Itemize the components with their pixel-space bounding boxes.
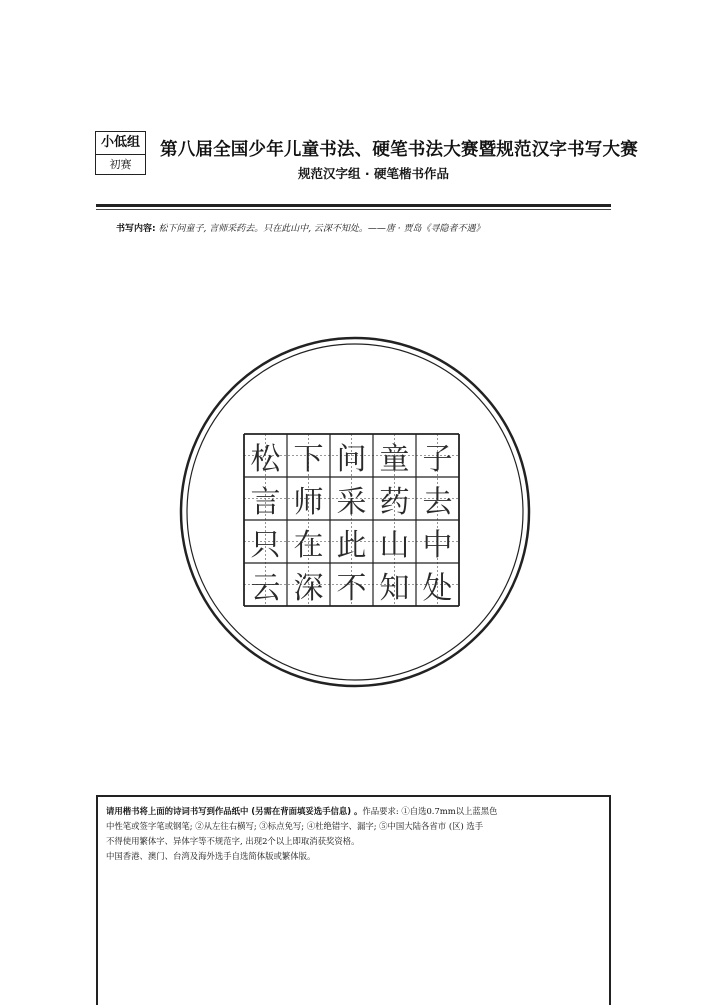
grid-character: 下 (293, 441, 324, 477)
requirements-text (106, 804, 606, 864)
requirements-line-2: 中性笔或签字笔或钢笔; ②从左往右横写; ③标点免写; ④杜绝错字、漏字; ⑤中国大陆各省市 (区) 选手 (106, 821, 484, 831)
badge-round-label: 初赛 (109, 158, 132, 171)
grid-character: 只 (250, 527, 281, 563)
grid-character: 此 (336, 527, 367, 563)
requirements-line-1 (106, 804, 606, 819)
grid-character: 云 (250, 570, 281, 606)
page-title: 第八届全国少年儿童书法、硬笔书法大赛暨规范汉字书写大赛 (160, 140, 638, 160)
grid-character: 去 (422, 484, 453, 520)
grid-character: 松 (250, 441, 281, 477)
requirements-line-3: 不得使用繁体字、异体字等不规范字, 出现2个以上即取消获奖资格。 (106, 836, 360, 846)
content-text: 松下问童子, 言师采药去。只在此山中, 云深不知处。——唐 · 贾岛《寻隐者不遇》 (158, 224, 485, 234)
grid-character: 深 (293, 570, 324, 606)
grid-character: 童 (379, 441, 410, 477)
grid-character: 知 (379, 570, 410, 606)
grid-character: 中 (422, 527, 453, 563)
requirements-instruction: 请用楷书将上面的诗词书写到作品纸中 (另需在背面填妥选手信息) 。 (106, 806, 363, 816)
badge-group-label: 小低组 (96, 132, 145, 155)
grid-character: 药 (379, 484, 410, 520)
grid-character: 师 (293, 484, 324, 520)
content-label: 书写内容: (116, 224, 156, 234)
requirements-line-4: 中国香港、澳门、台湾及海外选手自选简体版或繁体版。 (106, 851, 316, 861)
grid-character: 采 (336, 484, 367, 520)
writing-grid (244, 434, 459, 606)
grid-character: 不 (336, 570, 367, 606)
requirements-intro: 作品要求: ①自选0.7mm以上蓝黑色 (362, 806, 498, 816)
grid-character: 山 (379, 527, 410, 563)
grid-character: 言 (250, 484, 281, 520)
grid-character: 在 (293, 527, 324, 563)
subtitle-text: 规范汉字组 · 硬笔楷书作品 (298, 166, 449, 181)
grid-character: 子 (422, 441, 453, 477)
grid-character: 问 (336, 441, 367, 477)
grid-character: 处 (422, 570, 453, 606)
